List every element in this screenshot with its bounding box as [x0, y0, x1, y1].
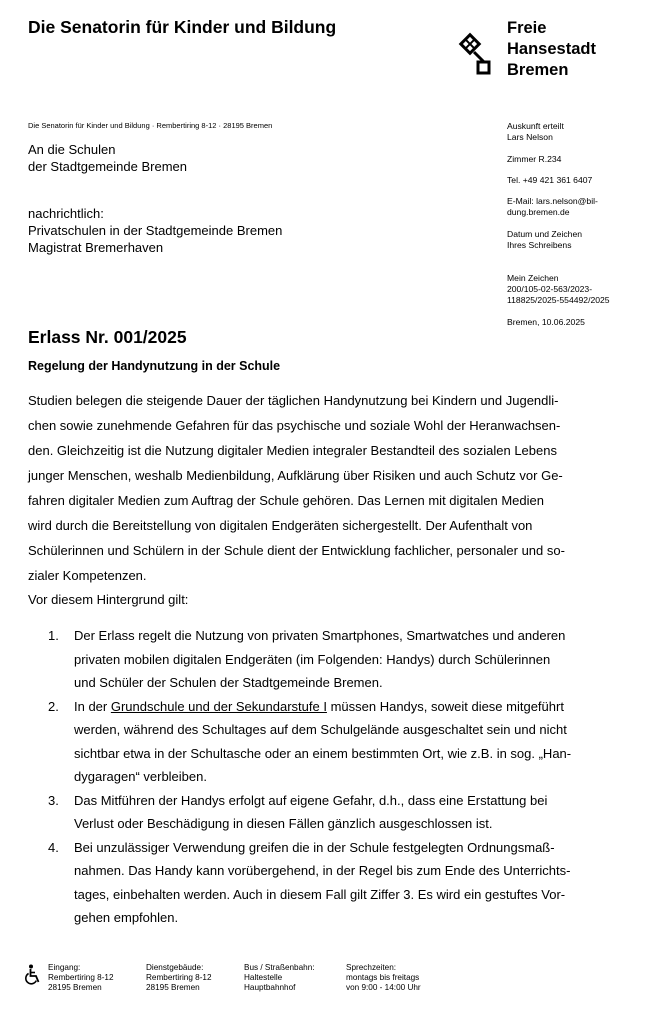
decree-title: Erlass Nr. 001/2025 [28, 327, 187, 347]
list-line: privaten mobilen digitalen Endgeräten (im Folgenden: Handys) durch Schülerinnen [74, 651, 551, 667]
cc-line: nachrichtlich: [28, 206, 104, 221]
body-line: Studien belegen die steigende Dauer der täglichen Handynutzung bei Kindern und Jugendli- [28, 393, 559, 408]
list-item [48, 789, 638, 836]
info-label: Auskunft erteilt [507, 121, 564, 131]
list-text: müssen Handys, soweit diese mitgeführt [326, 698, 564, 714]
room: Zimmer R.234 [507, 154, 562, 164]
email [507, 196, 598, 218]
recipient-line: An die Schulen [28, 142, 116, 157]
footer-line: Sprechzeiten: [346, 963, 397, 972]
list-line: Bei unzulässiger Verwendung greifen die in der Schule festgelegten Ordnungsmaß- [74, 839, 555, 855]
footer-line: Eingang: [48, 963, 81, 972]
your-reference [507, 229, 582, 251]
your-ref-line: Ihres Schreibens [507, 240, 572, 250]
list-line: Verlust oder Beschädigung in diesen Fällen gänzlich ausgeschlossen ist. [74, 816, 493, 831]
footer-line: montags bis freitags [346, 973, 420, 982]
list-line: Der Erlass regelt die Nutzung von privaten Smartphones, Smartwatches und anderen [74, 628, 566, 643]
list-text: In der [74, 698, 111, 714]
body-line: junger Menschen, weshalb Medienbildung, Aufklärung über Risiken und auch Schutz vor Ge- [28, 468, 563, 483]
letter-date: Bremen, 10.06.2025 [507, 317, 585, 327]
list-item [48, 695, 638, 789]
email-line: dung.bremen.de [507, 207, 570, 217]
list-number: 1. [48, 628, 59, 643]
wheelchair-icon [24, 964, 42, 986]
my-ref-line: 118825/2025-554492/2025 [507, 295, 610, 305]
list-line: sichtbar etwa in der Schultasche oder an einem bestimmten Ort, wie z.B. in sog. „Han- [74, 745, 572, 761]
footer-line: Rembertiring 8-12 [48, 973, 114, 982]
list-line [74, 695, 638, 719]
your-ref-line: Datum und Zeichen [507, 229, 582, 239]
list-line: nahmen. Das Handy kann vorübergehend, in der Regel bis zum Ende des Unterrichts- [74, 863, 571, 878]
city-line: Freie [507, 19, 547, 37]
city-line: Bremen [507, 61, 569, 79]
my-ref-label: Mein Zeichen [507, 273, 559, 283]
footer-line: 28195 Bremen [146, 983, 200, 992]
return-address: Die Senatorin für Kinder und Bildung · Rembertiring 8-12 · 28195 Bremen [28, 121, 273, 130]
recipient-line: der Stadtgemeinde Bremen [28, 159, 187, 174]
list-number: 4. [48, 839, 59, 855]
city-name [507, 18, 596, 81]
intro-text: Vor diesem Hintergrund gilt: [28, 592, 189, 607]
body-line: chen sowie zunehmende Gefahren für das psychische und soziale Wohl der Heranwachsen- [28, 418, 561, 433]
my-reference [507, 273, 610, 306]
list-line: gehen empfohlen. [74, 910, 179, 925]
footer-line: Dienstgebäude: [146, 963, 204, 972]
list-line: Das Mitführen der Handys erfolgt auf eigene Gefahr, d.h., dass eine Erstattung bei [74, 792, 548, 808]
email-line: E-Mail: lars.nelson@bil- [507, 196, 598, 206]
body-paragraph [28, 388, 624, 588]
list-line: und Schüler der Schulen der Stadtgemeinde Bremen. [74, 675, 383, 690]
city-line: Hansestadt [507, 40, 596, 58]
footer-line: Hauptbahnhof [244, 983, 296, 992]
body-line: wird durch die Bereitstellung von digitalen Endgeräten sichergestellt. Der Aufenthalt von [28, 518, 533, 533]
list-item [48, 624, 638, 695]
footer-line: Haltestelle [244, 973, 283, 982]
info-name: Lars Nelson [507, 132, 553, 142]
cc-line: Privatschulen in der Stadtgemeinde Bremen [28, 223, 283, 238]
footer-hours [346, 963, 421, 993]
bremen-key-coat-of-arms-icon [456, 30, 492, 76]
footer-entrance [48, 963, 114, 993]
list-line: werden, während des Schultages auf dem Schulgelände ausgeschaltet sein und nicht [74, 722, 567, 737]
my-ref-line: 200/105-02-563/2023- [507, 284, 593, 294]
list-number: 2. [48, 698, 59, 714]
list-line: tages, einbehalten werden. Auch in diesem Fall gilt Ziffer 3. Es wird ein gestuftes Vor- [74, 886, 566, 902]
subject-line: Regelung der Handynutzung in der Schule [28, 359, 281, 373]
recipient-address [28, 141, 187, 175]
list-number: 3. [48, 792, 59, 808]
cc-line: Magistrat Bremerhaven [28, 240, 164, 255]
agency-title: Die Senatorin für Kinder und Bildung [28, 17, 337, 37]
footer-line: 28195 Bremen [48, 983, 102, 992]
body-line: den. Gleichzeitig ist die Nutzung digitaler Medien integraler Bestandteil des sozialen Lebens [28, 443, 557, 458]
rules-list [48, 624, 638, 930]
body-line: zialer Kompetenzen. [28, 568, 147, 583]
list-line: dygaragen“ verbleiben. [74, 769, 207, 784]
info-contact [507, 121, 564, 143]
cc-recipients [28, 205, 282, 256]
phone: Tel. +49 421 361 6407 [507, 175, 593, 185]
body-line: fahren digitaler Medien zum Auftrag der Schule gehören. Das Lernen mit digitalen Medien [28, 493, 544, 508]
school-levels-underlined: Grundschule und der Sekundarstufe I [110, 698, 327, 714]
list-item [48, 836, 638, 930]
body-line: Schülerinnen und Schülern in der Schule dient der Entwicklung fachlicher, personaler und so- [28, 543, 565, 558]
footer-transit [244, 963, 315, 993]
footer-office [146, 963, 212, 993]
footer-line: von 9:00 - 14:00 Uhr [346, 983, 421, 992]
footer-line: Rembertiring 8-12 [146, 973, 212, 982]
footer-line: Bus / Straßenbahn: [244, 963, 315, 972]
